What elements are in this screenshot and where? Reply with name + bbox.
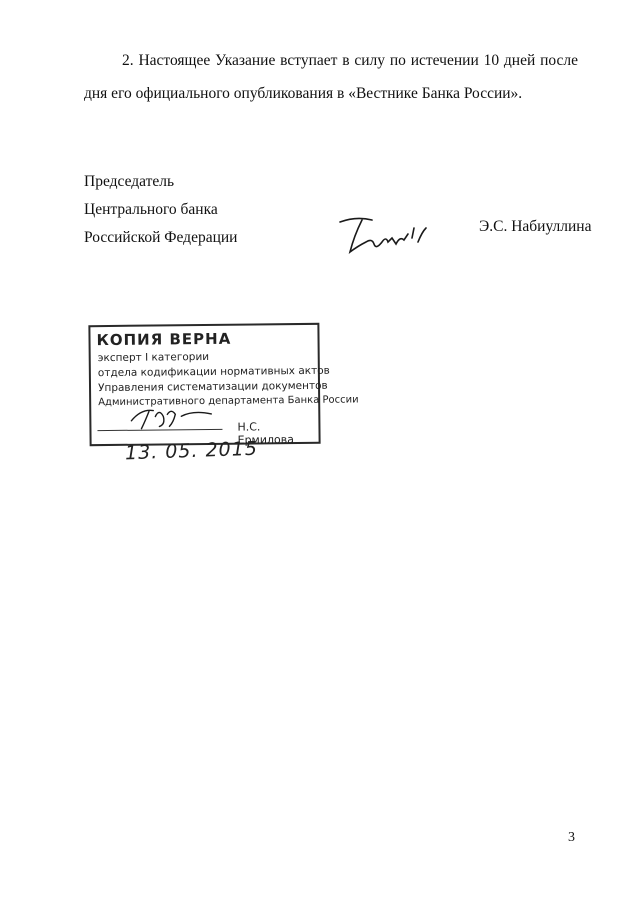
signatory-name: Э.С. Набиуллина — [479, 218, 592, 235]
signatory-position-line: Центрального банка — [84, 201, 218, 218]
stamp-line: Административного департамента Банка России — [98, 394, 359, 409]
signature-block — [84, 168, 237, 252]
page-number: 3 — [568, 830, 575, 845]
signatory-position-line: Председатель — [84, 173, 175, 190]
stamp-title: КОПИЯ ВЕРНА — [96, 329, 232, 350]
stamp-line: эксперт I категории — [97, 350, 210, 365]
body-paragraph: 2. Настоящее Указание вступает в силу по истечении 10 дней после дня его официального опубликования в «Вестнике Банка России». — [84, 52, 578, 102]
stamp-line: отдела кодификации нормативных актов — [97, 364, 330, 380]
handwritten-signature — [336, 212, 428, 260]
handwritten-date: 13. 05. 2015 — [124, 437, 259, 465]
stamp-person-name: Н.С. Ермилова — [237, 420, 295, 447]
copy-certified-stamp — [88, 323, 359, 447]
signatory-position-line: Российской Федерации — [84, 229, 238, 246]
stamp-line: Управления систематизации документов — [97, 379, 328, 395]
